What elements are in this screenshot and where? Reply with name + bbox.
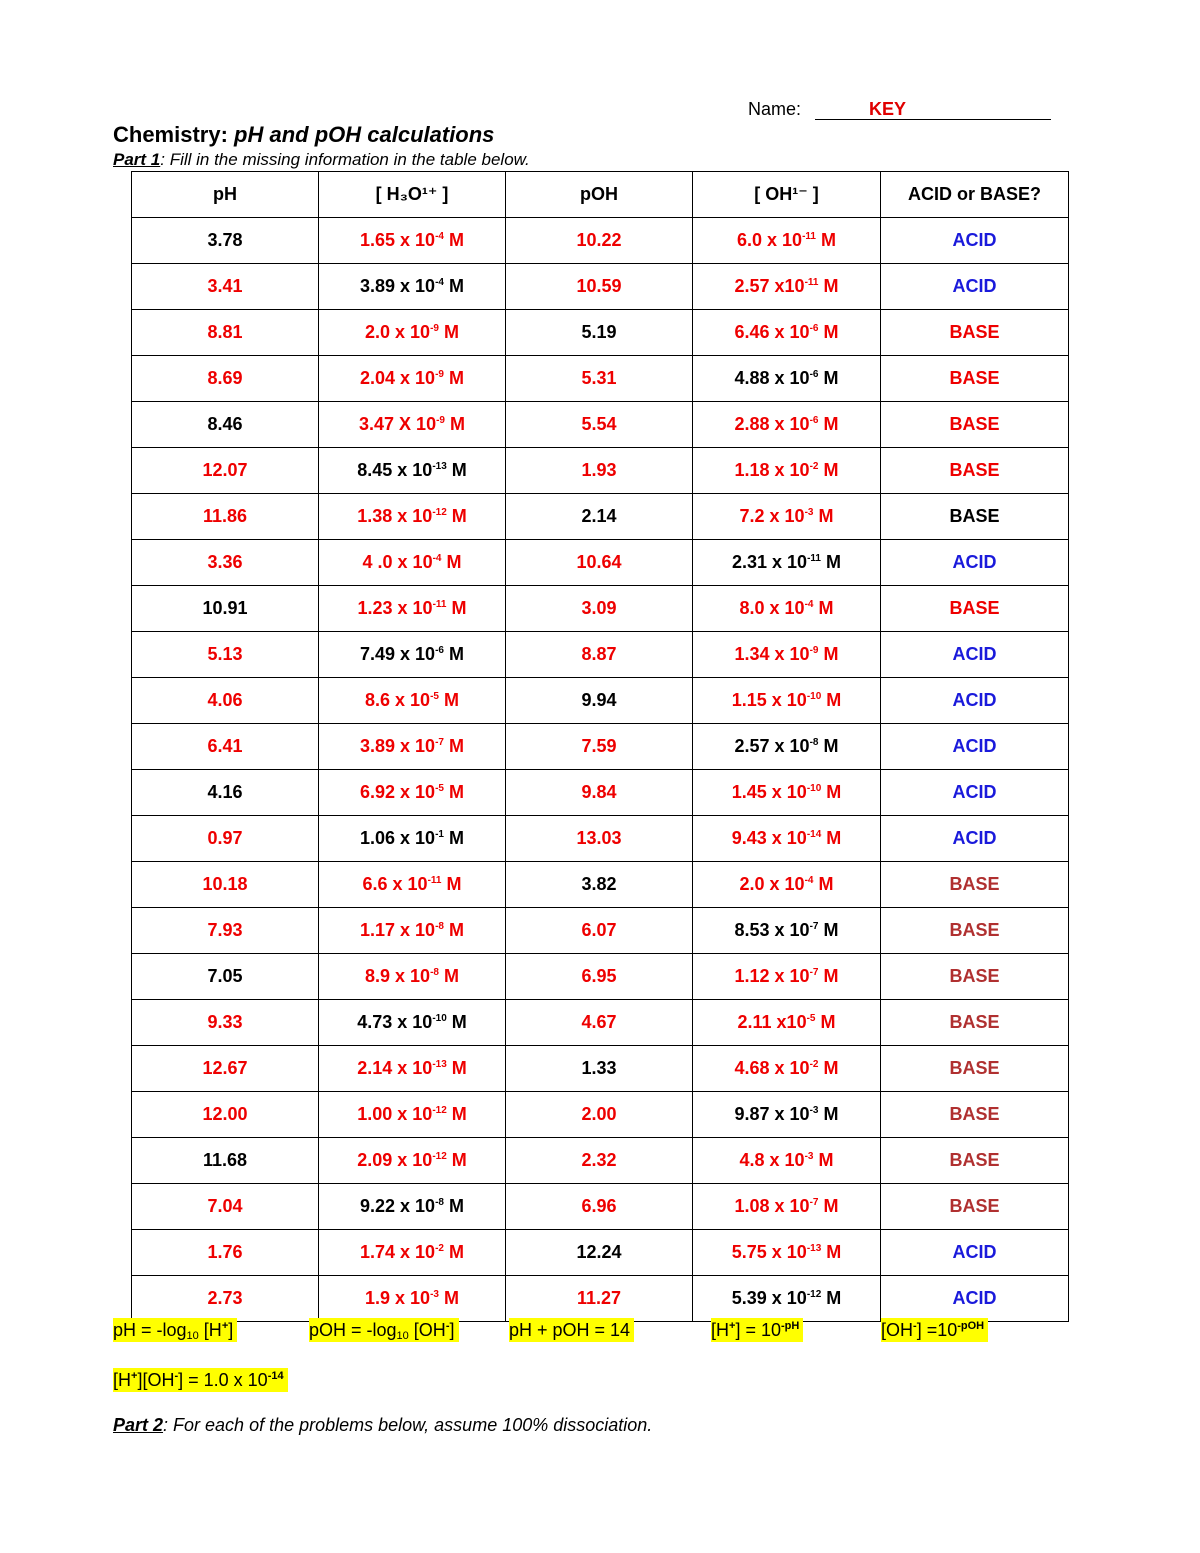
table-row	[132, 678, 1069, 724]
title-prefix: Chemistry:	[113, 122, 228, 147]
acid-base-cell: BASE	[881, 448, 1069, 494]
ph-cell: 0.97	[132, 816, 319, 862]
table-row	[132, 816, 1069, 862]
poh-cell: 10.59	[506, 264, 693, 310]
ph-cell: 12.00	[132, 1092, 319, 1138]
h3o-cell: 1.65 x $10^{-4}$ M	[319, 218, 506, 264]
acid-base-cell: BASE	[881, 862, 1069, 908]
table-row	[132, 862, 1069, 908]
ph-cell: 10.91	[132, 586, 319, 632]
poh-cell: 5.54	[506, 402, 693, 448]
poh-cell: 1.93	[506, 448, 693, 494]
ph-cell: 11.86	[132, 494, 319, 540]
part1-instructions	[113, 150, 530, 170]
table-row	[132, 540, 1069, 586]
acid-base-cell: ACID	[881, 1230, 1069, 1276]
ph-cell: 8.81	[132, 310, 319, 356]
poh-cell: 2.32	[506, 1138, 693, 1184]
poh-cell: 9.84	[506, 770, 693, 816]
h3o-cell: 8.9 x $10^{-8}$ M	[319, 954, 506, 1000]
oh-cell: 1.45 x $10^{-10}$ M	[693, 770, 881, 816]
ph-cell: 3.41	[132, 264, 319, 310]
oh-cell: 2.57 $x10^{-11}$ M	[693, 264, 881, 310]
formula-sum: pH + pOH = 14	[509, 1318, 634, 1342]
oh-cell: 1.18 x $10^{-2}$ M	[693, 448, 881, 494]
oh-cell: 2.88 x $10^{-6}$ M	[693, 402, 881, 448]
table-row	[132, 724, 1069, 770]
ph-cell: 8.69	[132, 356, 319, 402]
poh-cell: 3.09	[506, 586, 693, 632]
header-acid-base: ACID or BASE?	[881, 172, 1069, 218]
page-title	[113, 122, 494, 148]
formula-oh: $[OH^-] =10^{-pOH}$	[881, 1318, 988, 1342]
h3o-cell: 1.17 x $10^{-8}$ M	[319, 908, 506, 954]
ph-cell: 4.16	[132, 770, 319, 816]
formula-poh: pOH = $-\log_{10}$ [OH-]	[309, 1318, 459, 1342]
poh-cell: 12.24	[506, 1230, 693, 1276]
h3o-cell: 4.73 x $10^{-10}$ M	[319, 1000, 506, 1046]
part2-instructions	[113, 1415, 652, 1436]
header-ph: pH	[132, 172, 319, 218]
ph-cell: 4.06	[132, 678, 319, 724]
oh-cell: 1.15 x $10^{-10}$ M	[693, 678, 881, 724]
ph-cell: 2.73	[132, 1276, 319, 1322]
part1-label: Part 1	[113, 150, 161, 169]
ph-cell: 3.36	[132, 540, 319, 586]
acid-base-cell: BASE	[881, 1138, 1069, 1184]
h3o-cell: 2.0 x $10^{-9}$ M	[319, 310, 506, 356]
oh-cell: 7.2 x $10^{-3}$ M	[693, 494, 881, 540]
table-row	[132, 1230, 1069, 1276]
oh-cell: 5.39 x $10^{-12}$ M	[693, 1276, 881, 1322]
name-label: Name:	[748, 99, 802, 119]
header-oh: [ OH¹⁻ ]	[693, 172, 881, 218]
ph-cell: 7.04	[132, 1184, 319, 1230]
table-row	[132, 356, 1069, 402]
ph-cell: 11.68	[132, 1138, 319, 1184]
oh-cell: 6.46 x $10^{-6}$ M	[693, 310, 881, 356]
formula-kw: [H+][OH-] = 1.0 x $10^{-14}$	[113, 1368, 288, 1392]
oh-cell: 2.57 x $10^{-8}$ M	[693, 724, 881, 770]
table-row	[132, 586, 1069, 632]
title-topic: pH and pOH calculations	[234, 122, 495, 147]
oh-cell: 4.8 x $10^{-3}$ M	[693, 1138, 881, 1184]
table-row	[132, 448, 1069, 494]
poh-cell: 6.95	[506, 954, 693, 1000]
poh-cell: 10.22	[506, 218, 693, 264]
ph-cell: 7.05	[132, 954, 319, 1000]
acid-base-cell: BASE	[881, 1000, 1069, 1046]
h3o-cell: 1.38 x $10^{-12}$ M	[319, 494, 506, 540]
oh-cell: 8.53 x $10^{-7}$ M	[693, 908, 881, 954]
table-row	[132, 1184, 1069, 1230]
acid-base-cell: BASE	[881, 356, 1069, 402]
ph-cell: 3.78	[132, 218, 319, 264]
table-row	[132, 494, 1069, 540]
ph-table	[131, 171, 1069, 1322]
acid-base-cell: ACID	[881, 770, 1069, 816]
poh-cell: 13.03	[506, 816, 693, 862]
acid-base-cell: ACID	[881, 678, 1069, 724]
poh-cell: 5.19	[506, 310, 693, 356]
poh-cell: 10.64	[506, 540, 693, 586]
part1-text: : Fill in the missing information in the table below.	[160, 150, 530, 169]
name-value: KEY	[815, 99, 1051, 120]
h3o-cell: 3.89 x $10^{-4}$ M	[319, 264, 506, 310]
poh-cell: 3.82	[506, 862, 693, 908]
poh-cell: 11.27	[506, 1276, 693, 1322]
table-row	[132, 1276, 1069, 1322]
acid-base-cell: BASE	[881, 1046, 1069, 1092]
poh-cell: 2.00	[506, 1092, 693, 1138]
part2-label: Part 2	[113, 1415, 164, 1435]
table-row	[132, 1046, 1069, 1092]
h3o-cell: 8.45 x $10^{-13}$ M	[319, 448, 506, 494]
poh-cell: 8.87	[506, 632, 693, 678]
poh-cell: 6.07	[506, 908, 693, 954]
poh-cell: 4.67	[506, 1000, 693, 1046]
h3o-cell: 2.09 x $10^{-12}$ M	[319, 1138, 506, 1184]
h3o-cell: 6.92 x $10^{-5}$ M	[319, 770, 506, 816]
table-row	[132, 310, 1069, 356]
ph-cell: 6.41	[132, 724, 319, 770]
oh-cell: 8.0 x $10^{-4}$ M	[693, 586, 881, 632]
header-poh: pOH	[506, 172, 693, 218]
oh-cell: 1.34 x $10^{-9}$ M	[693, 632, 881, 678]
acid-base-cell: BASE	[881, 1184, 1069, 1230]
acid-base-cell: ACID	[881, 218, 1069, 264]
poh-cell: 6.96	[506, 1184, 693, 1230]
h3o-cell: 3.47 X $10^{-9}$ M	[319, 402, 506, 448]
table-row	[132, 402, 1069, 448]
ph-cell: 1.76	[132, 1230, 319, 1276]
table-row	[132, 1092, 1069, 1138]
h3o-cell: 3.89 x $10^{-7}$ M	[319, 724, 506, 770]
table-row	[132, 1138, 1069, 1184]
h3o-cell: 1.00 x $10^{-12}$ M	[319, 1092, 506, 1138]
acid-base-cell: ACID	[881, 816, 1069, 862]
poh-cell: 2.14	[506, 494, 693, 540]
poh-cell: 7.59	[506, 724, 693, 770]
table-row	[132, 954, 1069, 1000]
h3o-cell: 1.23 x $10^{-11}$ M	[319, 586, 506, 632]
ph-cell: 7.93	[132, 908, 319, 954]
ph-cell: 5.13	[132, 632, 319, 678]
h3o-cell: 7.49 x $10^{-6}$ M	[319, 632, 506, 678]
h3o-cell: 9.22 x $10^{-8}$ M	[319, 1184, 506, 1230]
header-h3o: [ H₃O¹⁺ ]	[319, 172, 506, 218]
ph-cell: 12.67	[132, 1046, 319, 1092]
acid-base-cell: BASE	[881, 1092, 1069, 1138]
h3o-cell: 1.9 x $10^{-3}$ M	[319, 1276, 506, 1322]
acid-base-cell: BASE	[881, 402, 1069, 448]
acid-base-cell: BASE	[881, 954, 1069, 1000]
table-row	[132, 1000, 1069, 1046]
oh-cell: 1.12 x $10^{-7}$ M	[693, 954, 881, 1000]
ph-cell: 10.18	[132, 862, 319, 908]
h3o-cell: 6.6 x $10^{-11}$ M	[319, 862, 506, 908]
formula-ph: pH = $-\log_{10}$ [H+]	[113, 1318, 237, 1342]
oh-cell: 2.0 x $10^{-4}$ M	[693, 862, 881, 908]
oh-cell: 5.75 x $10^{-13}$ M	[693, 1230, 881, 1276]
oh-cell: 4.88 x $10^{-6}$ M	[693, 356, 881, 402]
formula-h: $[H^+] = 10^{-pH}$	[711, 1318, 803, 1342]
ph-cell: 9.33	[132, 1000, 319, 1046]
h3o-cell: 1.74 x $10^{-2}$ M	[319, 1230, 506, 1276]
table-row	[132, 908, 1069, 954]
table-row	[132, 218, 1069, 264]
table-row	[132, 264, 1069, 310]
poh-cell: 1.33	[506, 1046, 693, 1092]
acid-base-cell: ACID	[881, 264, 1069, 310]
oh-cell: 2.31 x $10^{-11}$ M	[693, 540, 881, 586]
oh-cell: 2.11 $x10^{-5}$ M	[693, 1000, 881, 1046]
poh-cell: 5.31	[506, 356, 693, 402]
h3o-cell: 4 .0 x $10^{-4}$ M	[319, 540, 506, 586]
name-line	[748, 99, 1051, 120]
acid-base-cell: ACID	[881, 724, 1069, 770]
h3o-cell: 2.14 x $10^{-13}$ M	[319, 1046, 506, 1092]
oh-cell: 1.08 x $10^{-7}$ M	[693, 1184, 881, 1230]
acid-base-cell: BASE	[881, 310, 1069, 356]
ph-cell: 8.46	[132, 402, 319, 448]
acid-base-cell: BASE	[881, 494, 1069, 540]
acid-base-cell: ACID	[881, 540, 1069, 586]
oh-cell: 6.0 x $10^{-11}$ M	[693, 218, 881, 264]
table-body	[132, 218, 1069, 1322]
header-row	[132, 172, 1069, 218]
h3o-cell: 8.6 x $10^{-5}$ M	[319, 678, 506, 724]
poh-cell: 9.94	[506, 678, 693, 724]
acid-base-cell: ACID	[881, 632, 1069, 678]
acid-base-cell: BASE	[881, 908, 1069, 954]
oh-cell: 9.87 x $10^{-3}$ M	[693, 1092, 881, 1138]
table-row	[132, 632, 1069, 678]
acid-base-cell: BASE	[881, 586, 1069, 632]
oh-cell: 9.43 x $10^{-14}$ M	[693, 816, 881, 862]
h3o-cell: 1.06 x $10^{-1}$ M	[319, 816, 506, 862]
acid-base-cell: ACID	[881, 1276, 1069, 1322]
table-row	[132, 770, 1069, 816]
part2-text: : For each of the problems below, assume 100% dissociation.	[163, 1415, 653, 1435]
h3o-cell: 2.04 x $10^{-9}$ M	[319, 356, 506, 402]
ph-cell: 12.07	[132, 448, 319, 494]
oh-cell: 4.68 x $10^{-2}$ M	[693, 1046, 881, 1092]
